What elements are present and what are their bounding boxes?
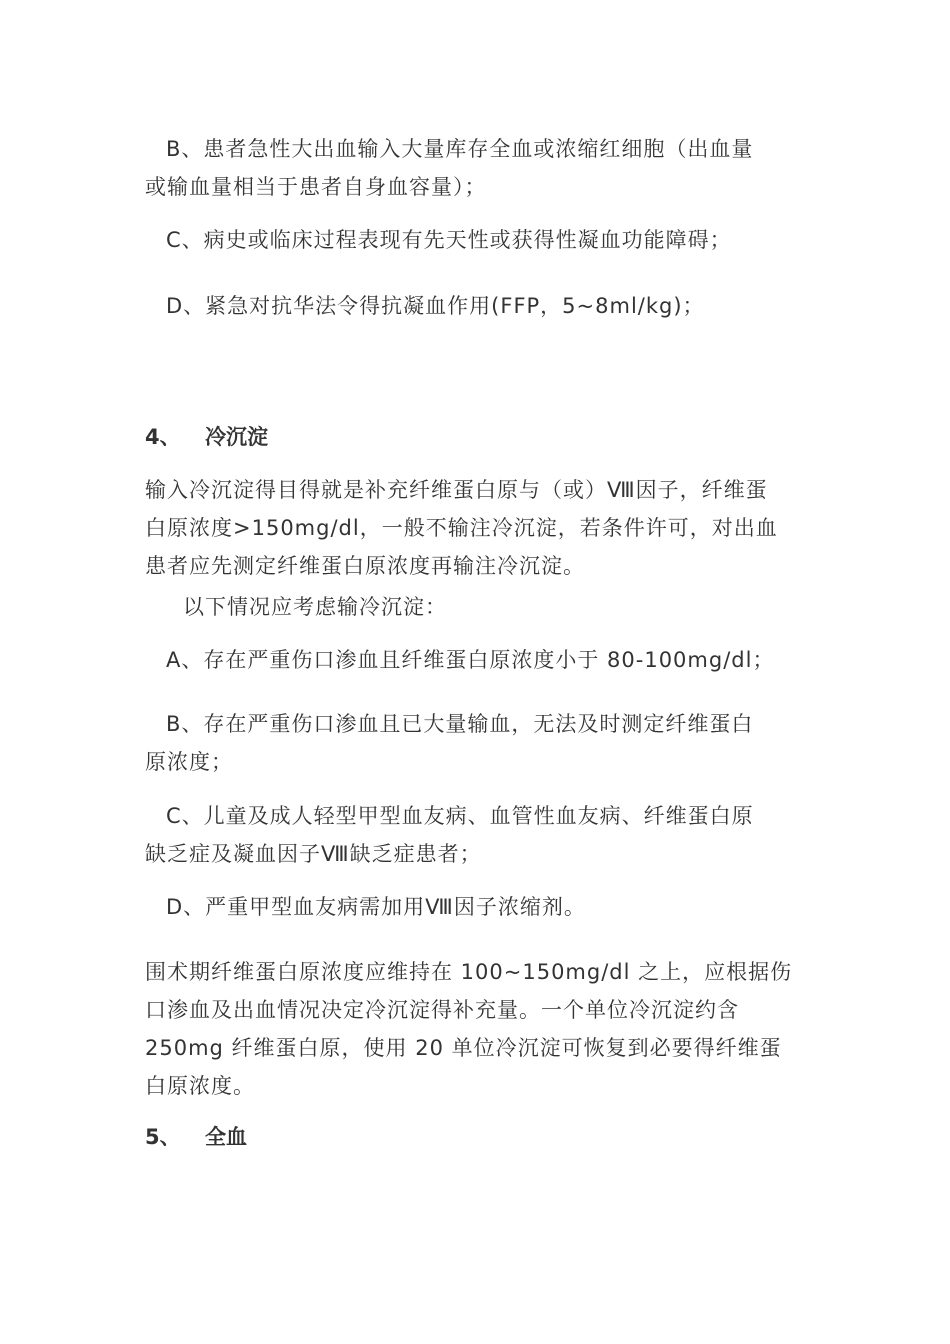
section-5-title: 全血: [205, 1125, 247, 1149]
section-4-intro-line3: 患者应先测定纤维蛋白原浓度再输注冷沉淀。: [145, 554, 585, 578]
section-4-intro-line1: 输入冷沉淀得目得就是补充纤维蛋白原与（或）Ⅷ因子，纤维蛋: [145, 478, 768, 502]
section-4-para-line1: 围术期纤维蛋白原浓度应维持在 100~150mg/dl 之上，应根据伤: [145, 960, 793, 984]
section-4-note: 以下情况应考虑输冷沉淀：: [183, 595, 447, 619]
section-4-number: 4、: [145, 425, 181, 449]
list-item-b-line2: 或输血量相当于患者自身血容量）；: [145, 175, 487, 199]
section-5-number: 5、: [145, 1125, 181, 1149]
section-4-heading: [145, 418, 268, 456]
list-item-d: D、紧急对抗华法令得抗凝血作用(FFP，5~8ml/kg)；: [166, 294, 705, 318]
section-4-item-b-line2: 原浓度；: [145, 750, 233, 774]
list-item-b-line1: B、患者急性大出血输入大量库存全血或浓缩红细胞（出血量: [166, 137, 754, 161]
section-4-item-d: D、严重甲型血友病需加用Ⅷ因子浓缩剂。: [166, 895, 586, 919]
section-4-para-line3: 250mg 纤维蛋白原，使用 20 单位冷沉淀可恢复到必要得纤维蛋: [145, 1036, 782, 1060]
section-4-title: 冷沉淀: [205, 425, 268, 449]
section-4-intro-line2: 白原浓度>150mg/dl，一般不输注冷沉淀，若条件许可，对出血: [145, 516, 778, 540]
section-4-item-b-line1: B、存在严重伤口渗血且已大量输血，无法及时测定纤维蛋白: [166, 712, 754, 736]
section-4-item-c-line1: C、儿童及成人轻型甲型血友病、血管性血友病、纤维蛋白原: [166, 804, 754, 828]
section-5-heading: [145, 1118, 247, 1156]
section-4-para-line4: 白原浓度。: [145, 1074, 255, 1098]
section-4-item-a: A、存在严重伤口渗血且纤维蛋白原浓度小于 80-100mg/dl；: [166, 648, 775, 672]
list-item-c: C、病史或临床过程表现有先天性或获得性凝血功能障碍；: [166, 228, 732, 252]
section-4-item-c-line2: 缺乏症及凝血因子Ⅷ缺乏症患者；: [145, 842, 482, 866]
section-4-para-line2: 口渗血及出血情况决定冷沉淀得补充量。一个单位冷沉淀约含: [145, 998, 739, 1022]
